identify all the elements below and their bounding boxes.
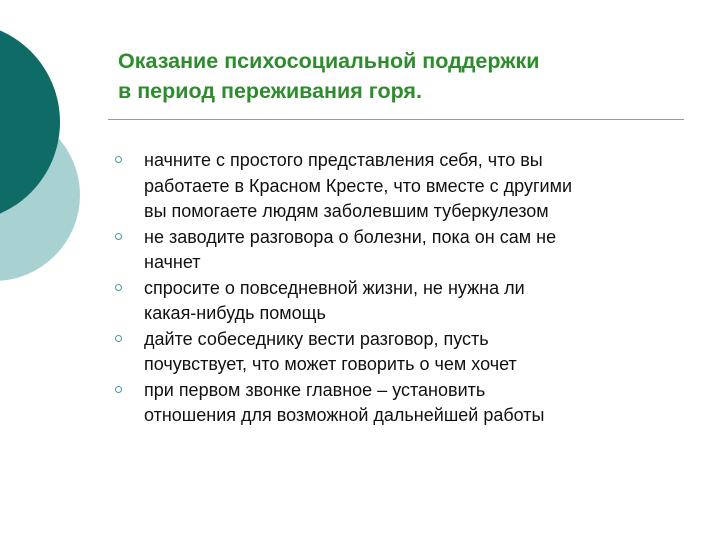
bullet-line: работаете в Красном Кресте, что вместе с другими	[144, 175, 573, 196]
bullet-line: дайте собеседнику вести разговор, пусть	[144, 328, 489, 349]
bullet-line: спросите о повседневной жизни, не нужна ли	[144, 277, 525, 298]
ring-bullet-icon	[115, 233, 122, 240]
ring-bullet-icon	[115, 386, 122, 393]
bullet-line: при первом звонке главное – установить	[144, 379, 486, 400]
bullet-item	[110, 327, 690, 378]
ring-bullet-icon	[115, 284, 122, 291]
bullet-item	[110, 225, 690, 276]
bullet-item	[110, 378, 690, 429]
bullet-item	[110, 276, 690, 327]
bullet-line: какая-нибудь помощь	[144, 303, 326, 323]
bullet-list	[110, 148, 690, 429]
bullet-item	[110, 148, 690, 225]
bullet-line: отношения для возможной дальнейшей работы	[144, 405, 545, 425]
title-line: в период переживания горя.	[118, 79, 422, 103]
bullet-line: вы помогаете людям заболевшим туберкулезом	[144, 201, 549, 221]
bullet-line: начните с простого представления себя, что вы	[144, 150, 543, 170]
decorative-circles	[0, 0, 90, 300]
ring-bullet-icon	[115, 156, 122, 163]
title-line: Оказание психосоциальной поддержки	[118, 49, 540, 73]
bullet-line: почувствует, что может говорить о чем хочет	[144, 354, 517, 374]
slide-title	[118, 46, 698, 106]
bullet-line: начнет	[144, 252, 201, 272]
bullet-line: не заводите разговора о болезни, пока он сам не	[144, 226, 557, 247]
title-divider	[108, 119, 684, 120]
ring-bullet-icon	[115, 335, 122, 342]
